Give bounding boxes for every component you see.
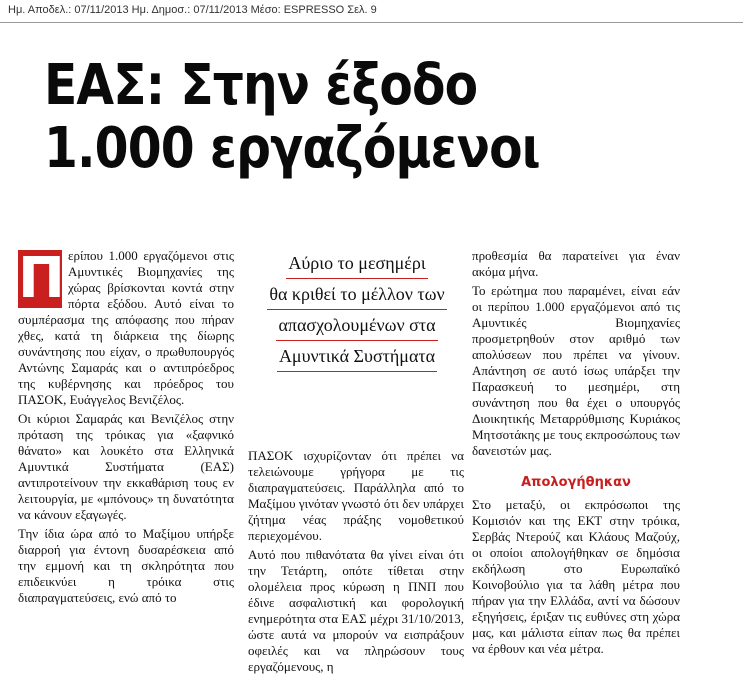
clipping-metadata: Ημ. Αποδελ.: 07/11/2013 Ημ. Δημοσ.: 07/11/2013 Μέσο: ESPRESSO Σελ. 9 (8, 4, 377, 16)
body-paragraph: Αυτό που πιθανότατα θα γίνει είναι ότι την Τετάρτη, οπότε τίθεται στην ολομέλεια προς κύρωση η ΠΝΠ που έδινε ασφαλιστική και φορολογική ενημερότητα στα ΕΑΣ μέχρι 31/10/2013, ώστε αυτά να μπορούν να εισπράξουν οφειλές και να πληρώσουν τους εργαζόμενους, η (248, 547, 464, 674)
lead-text: ερίπου 1.000 εργαζόμενοι στις Αμυντικές Βιομηχανίες της χώρας βρίσκονται κοντά στην πόρτα εξόδου. Αυτό είναι το συμπέρασμα της απόφασης που πήραν χθες, κατά τη διάρκεια της δίωρης συνάντησης που είχαν, ο πρωθυπουργός Αντώνης Σαμαράς και ο αντιπρόεδρος της κυβέρνησης και πρόεδρος του ΠΑΣΟΚ, Ευάγγελος Βενιζέλος. (18, 248, 234, 407)
pull-quote-line: Αύριο το μεσημέρι (286, 248, 427, 279)
article-column-3 (472, 248, 680, 660)
lead-paragraph (18, 248, 234, 408)
pull-quote-line: Αμυντικά Συστήματα (277, 341, 437, 372)
body-paragraph: Το ερώτημα που παραμένει, είναι εάν οι περίπου 1.000 εργαζόμενοι από τις Αμυντικές Βιομηχανίες προσμετρηθούν στον αριθμό των απολύσεων που πρέπει να γίνουν. Απάντηση σε αυτό ίσως υπάρξει την Παρασκευή το μεσημέρι, στη συνάντηση που θα έχει ο υπουργός Διοικητικής Μεταρρύθμισης Κυριάκος Μητσοτάκης με τους εκπροσώπους των δανειστών μας. (472, 283, 680, 458)
article-headline (44, 54, 540, 180)
pull-quote (266, 248, 448, 372)
body-paragraph: Στο μεταξύ, οι εκπρόσωποι της Κομισιόν και της ΕΚΤ στην τρόικα, Σερβάς Ντερούζ και Κλάους Μαζούχ, οι οποίοι απολογήθηκαν σε δημόσια εκδήλωση στο Ευρωπαϊκό Κοινοβούλιο για τα λάθη μέτρα που πήραν για την Ελλάδα, αντί να δώσουν εξηγήσεις, έριξαν τις ευθύνες στη χώρα μας, και μάλιστα είπαν πως θα πρέπει να έρθουν και νέα μέτρα. (472, 497, 680, 656)
headline-line-1: ΕΑΣ: Στην έξοδο (44, 53, 478, 118)
article-column-2 (248, 448, 464, 678)
section-subheading: Απολογήθηκαν (521, 475, 631, 490)
pull-quote-line: απασχολουμένων στα (276, 310, 437, 341)
pull-quote-line: θα κριθεί το μέλλον των (267, 279, 446, 310)
clipping-header-bar (0, 0, 743, 23)
drop-cap: Π (18, 246, 65, 311)
article-column-1 (18, 248, 234, 609)
body-paragraph: Οι κύριοι Σαμαράς και Βενιζέλος στην πρόταση της τρόικας για «ξαφνικό θάνατο» και λουκέτο στα Ελληνικά Αμυντικά Συστήματα (ΕΑΣ) αντιπροτείνουν την εκκαθάριση τους εν λειτουργία, με «μπόνους» τη δυνατότητα να κάνουν εξαγωγές. (18, 411, 234, 522)
headline-line-2: 1.000 εργαζόμενοι (44, 116, 540, 181)
body-paragraph: Την ίδια ώρα από το Μαξίμου υπήρξε διαρροή για έντονη δυσαρέσκεια από την εμμονή και τη σκληρότητα που επιδεικνύει η τρόικα στις διαπραγματεύσεις, ενώ από το (18, 526, 234, 605)
body-paragraph: προθεσμία θα παρατείνει για έναν ακόμα μήνα. (472, 248, 680, 279)
body-paragraph: ΠΑΣΟΚ ισχυρίζονταν ότι πρέπει να τελειώνουμε γρήγορα με τις διαπραγματεύσεις. Παράλληλα από το Μαξίμου γινόταν γνωστό ότι δεν υπάρχει ζήτημα νέας πράξης νομοθετικού περιεχομένου. (248, 448, 464, 543)
